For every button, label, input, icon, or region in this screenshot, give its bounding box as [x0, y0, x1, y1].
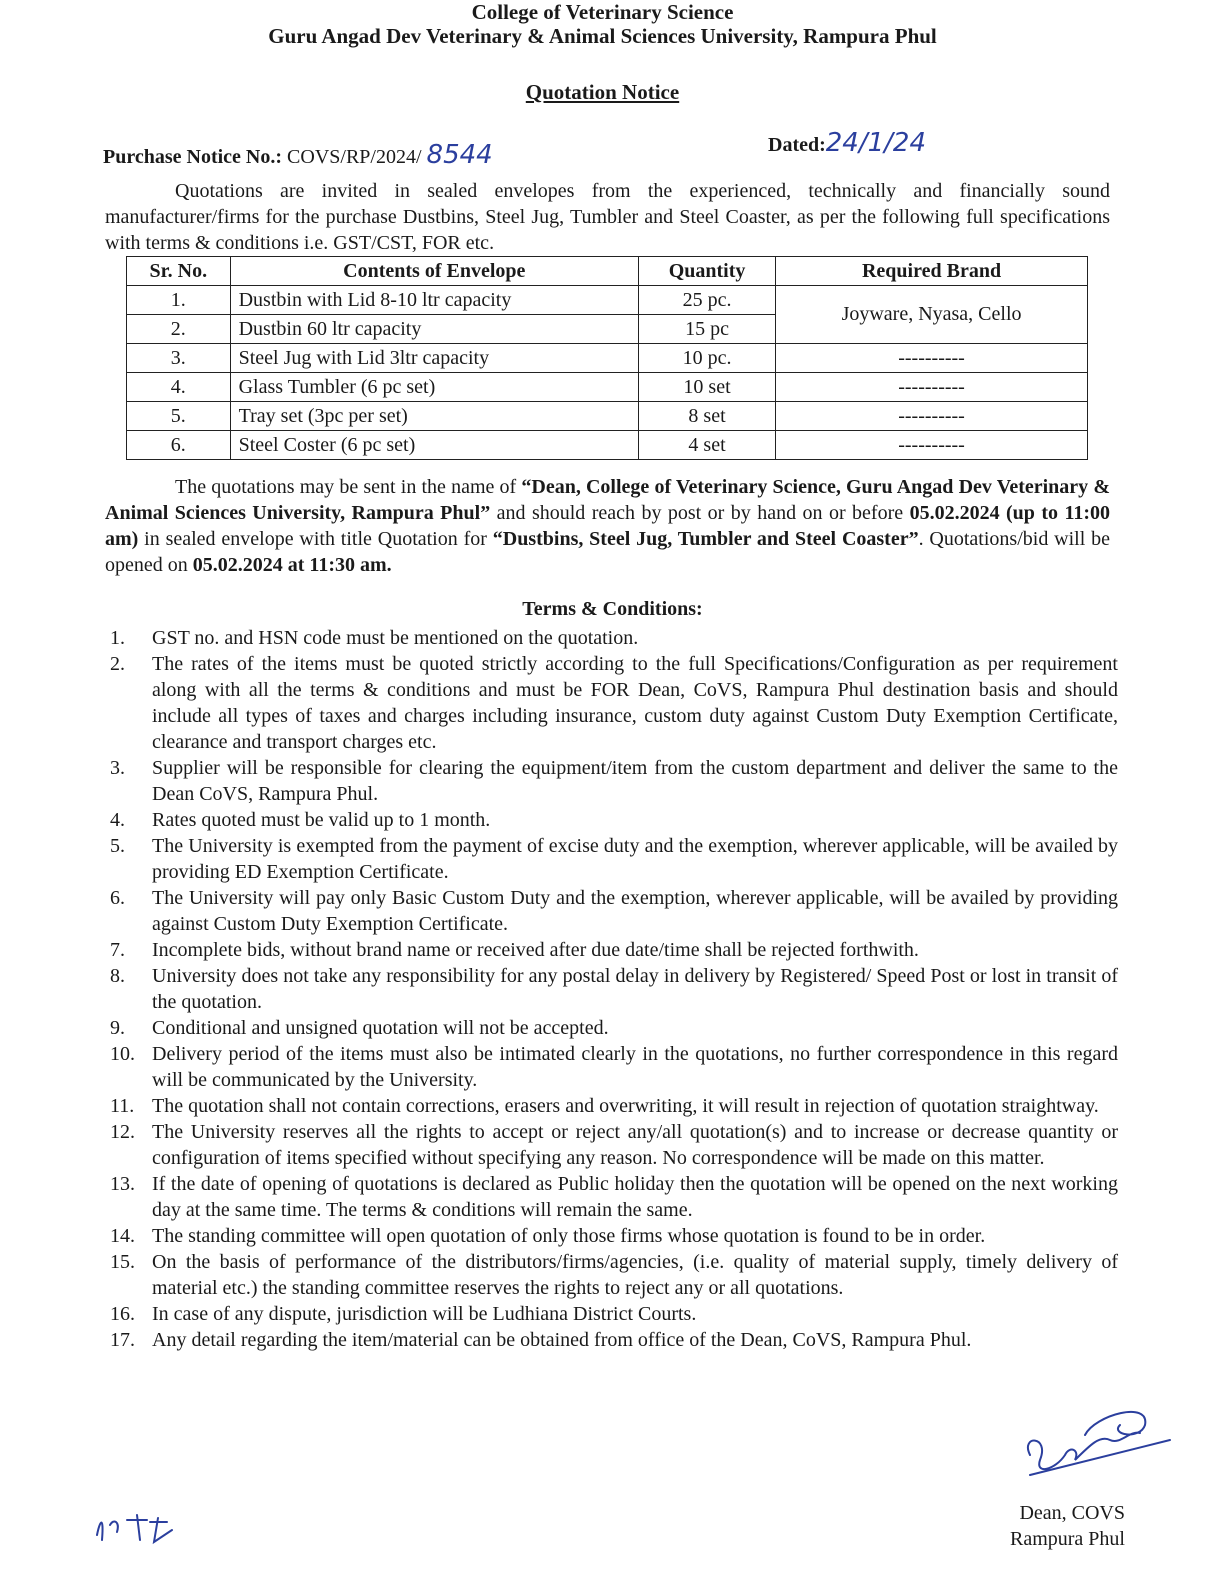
row-brand: ---------- [776, 431, 1088, 460]
term-number: 11. [110, 1095, 135, 1117]
row-brand: ---------- [776, 373, 1088, 402]
purchase-notice-value: COVS/RP/2024/ [287, 146, 422, 168]
term-number: 16. [110, 1303, 135, 1325]
term-item [110, 963, 1118, 1015]
term-item [110, 1015, 1118, 1041]
row-qty: 8 set [638, 402, 775, 431]
term-number: 10. [110, 1043, 135, 1065]
term-number: 3. [110, 757, 125, 779]
row-item: Steel Coster (6 pc set) [230, 431, 638, 460]
table-row [127, 286, 1088, 315]
signatory-block [990, 1500, 1125, 1552]
row-sr: 5. [127, 402, 231, 431]
term-text: The University reserves all the rights to accept or reject any/all quotation(s) and to increase or decrease quantity or configuration of items specified without specifying any reason. No correspondence will be made on this matter. [152, 1121, 1118, 1169]
signatory-location: Rampura Phul [1010, 1528, 1125, 1550]
term-text: On the basis of performance of the distributors/firms/agencies, (i.e. quality of material supply, timely delivery of material etc.) the standing committee reserves the rights to reject any or all quotations. [152, 1251, 1118, 1299]
term-item [110, 1301, 1118, 1327]
intro-paragraph [105, 178, 1110, 256]
term-text: Incomplete bids, without brand name or received after due date/time shall be rejected forthwith. [152, 939, 919, 961]
term-item [110, 885, 1118, 937]
row-item: Steel Jug with Lid 3ltr capacity [230, 344, 638, 373]
term-text: The rates of the items must be quoted strictly according to the full Specifications/Configuration as per requirement along with all the terms & conditions and must be FOR Dean, CoVS, Rampura Phul destination basis and should include all types of taxes and charges including insurance, custom duty against Custom Duty Exemption Certificate, clearance and transport charges etc. [152, 653, 1118, 753]
term-number: 1. [110, 627, 125, 649]
terms-list [110, 625, 1118, 1353]
term-text: Any detail regarding the item/material can be obtained from office of the Dean, CoVS, Rampura Phul. [152, 1329, 972, 1351]
term-text: The University is exempted from the payment of excise duty and the exemption, wherever applicable, will be availed by providing ED Exemption Certificate. [152, 835, 1118, 883]
row-item: Dustbin 60 ltr capacity [230, 315, 638, 344]
term-item [110, 625, 1118, 651]
term-text: Delivery period of the items must also be intimated clearly in the quotations, no further correspondence in this regard will be communicated by the University. [152, 1043, 1118, 1091]
row-sr: 4. [127, 373, 231, 402]
table-row [127, 344, 1088, 373]
term-item [110, 1093, 1118, 1119]
term-text: The standing committee will open quotation of only those firms whose quotation is found to be in order. [152, 1225, 986, 1247]
term-number: 12. [110, 1121, 135, 1143]
term-text: Supplier will be responsible for clearing the equipment/item from the custom department and deliver the same to the Dean CoVS, Rampura Phul. [152, 757, 1118, 805]
notice-date [768, 128, 926, 158]
term-item [110, 755, 1118, 807]
notice-title: Quotation Notice [525, 80, 680, 104]
row-brand: Joyware, Nyasa, Cello [776, 286, 1088, 344]
purchase-notice-number [103, 140, 493, 170]
term-number: 14. [110, 1225, 135, 1247]
term-number: 6. [110, 887, 125, 909]
term-number: 15. [110, 1251, 135, 1273]
term-item [110, 1171, 1118, 1223]
term-text: The University will pay only Basic Custom Duty and the exemption, wherever applicable, will be availed by providing against Custom Duty Exemption Certificate. [152, 887, 1118, 935]
term-number: 8. [110, 965, 125, 987]
col-header-sr: Sr. No. [127, 257, 231, 286]
submission-addressee: “Dean, College of Veterinary Science, Guru Angad Dev Veterinary & Animal Sciences University, Rampura Phul” [105, 476, 1110, 524]
term-item [110, 1249, 1118, 1301]
table-row [127, 373, 1088, 402]
term-text: Conditional and unsigned quotation will not be accepted. [152, 1017, 609, 1039]
row-qty: 25 pc. [638, 286, 775, 315]
submission-envelope-title: “Dustbins, Steel Jug, Tumbler and Steel Coaster” [492, 528, 919, 550]
handwritten-notice-number: 8544 [426, 140, 493, 170]
row-brand: ---------- [776, 402, 1088, 431]
term-number: 17. [110, 1329, 135, 1351]
term-number: 5. [110, 835, 125, 857]
term-number: 9. [110, 1017, 125, 1039]
term-text: The quotation shall not contain corrections, erasers and overwriting, it will result in rejection of quotation straightway. [152, 1095, 1099, 1117]
term-item [110, 1041, 1118, 1093]
handwritten-date: 24/1/24 [825, 128, 926, 158]
submission-deadline: 05.02.2024 (up to 11:00 am) [105, 502, 1110, 550]
term-item [110, 651, 1118, 755]
row-sr: 2. [127, 315, 231, 344]
col-header-quantity: Quantity [638, 257, 775, 286]
university-name: Guru Angad Dev Veterinary & Animal Sciences University, Rampura Phul [268, 24, 937, 48]
row-item: Tray set (3pc per set) [230, 402, 638, 431]
submission-text-3: in sealed envelope with title Quotation for [138, 528, 493, 550]
table-row [127, 402, 1088, 431]
row-qty: 4 set [638, 431, 775, 460]
term-text: University does not take any responsibility for any postal delay in delivery by Registered/ Speed Post or lost in transit of the quotation. [152, 965, 1118, 1013]
submission-paragraph [105, 474, 1110, 578]
term-item [110, 1223, 1118, 1249]
submission-text-1: The quotations may be sent in the name of [175, 476, 522, 498]
term-text: Rates quoted must be valid up to 1 month. [152, 809, 491, 831]
row-item: Dustbin with Lid 8-10 ltr capacity [230, 286, 638, 315]
row-brand: ---------- [776, 344, 1088, 373]
terms-title: Terms & Conditions: [522, 598, 703, 620]
row-qty: 10 set [638, 373, 775, 402]
handwritten-signature [1010, 1395, 1180, 1495]
submission-opening-time: 05.02.2024 at 11:30 am. [192, 554, 392, 576]
items-table [126, 256, 1088, 460]
table-header-row [127, 257, 1088, 286]
handwritten-margin-mark [92, 1500, 182, 1550]
dated-label: Dated: [768, 134, 826, 156]
row-sr: 3. [127, 344, 231, 373]
intro-text: Quotations are invited in sealed envelopes from the experienced, technically and financially sound manufacturer/firms for the purchase Dustbins, Steel Jug, Tumbler and Steel Coaster, as per the following full specifications with terms & conditions i.e. GST/CST, FOR etc. [105, 180, 1110, 254]
term-text: If the date of opening of quotations is declared as Public holiday then the quotation will be opened on the next working day at the same time. The terms & conditions will remain the same. [152, 1173, 1118, 1221]
term-text: In case of any dispute, jurisdiction will be Ludhiana District Courts. [152, 1303, 697, 1325]
col-header-contents: Contents of Envelope [230, 257, 638, 286]
college-name: College of Veterinary Science [471, 0, 734, 24]
term-item [110, 1119, 1118, 1171]
signatory-title: Dean, COVS [1019, 1502, 1125, 1524]
term-item [110, 807, 1118, 833]
term-item [110, 937, 1118, 963]
row-qty: 15 pc [638, 315, 775, 344]
col-header-brand: Required Brand [776, 257, 1088, 286]
term-number: 7. [110, 939, 125, 961]
row-sr: 1. [127, 286, 231, 315]
term-item [110, 833, 1118, 885]
submission-text-2: and should reach by post or by hand on or before [490, 502, 910, 524]
row-item: Glass Tumbler (6 pc set) [230, 373, 638, 402]
row-qty: 10 pc. [638, 344, 775, 373]
purchase-notice-label: Purchase Notice No.: [103, 146, 283, 168]
row-sr: 6. [127, 431, 231, 460]
submission-text-4: . Quotations/bid will be opened on [105, 528, 1110, 576]
term-number: 4. [110, 809, 125, 831]
term-number: 13. [110, 1173, 135, 1195]
term-number: 2. [110, 653, 125, 675]
term-item [110, 1327, 1118, 1353]
table-row [127, 431, 1088, 460]
term-text: GST no. and HSN code must be mentioned on the quotation. [152, 627, 639, 649]
